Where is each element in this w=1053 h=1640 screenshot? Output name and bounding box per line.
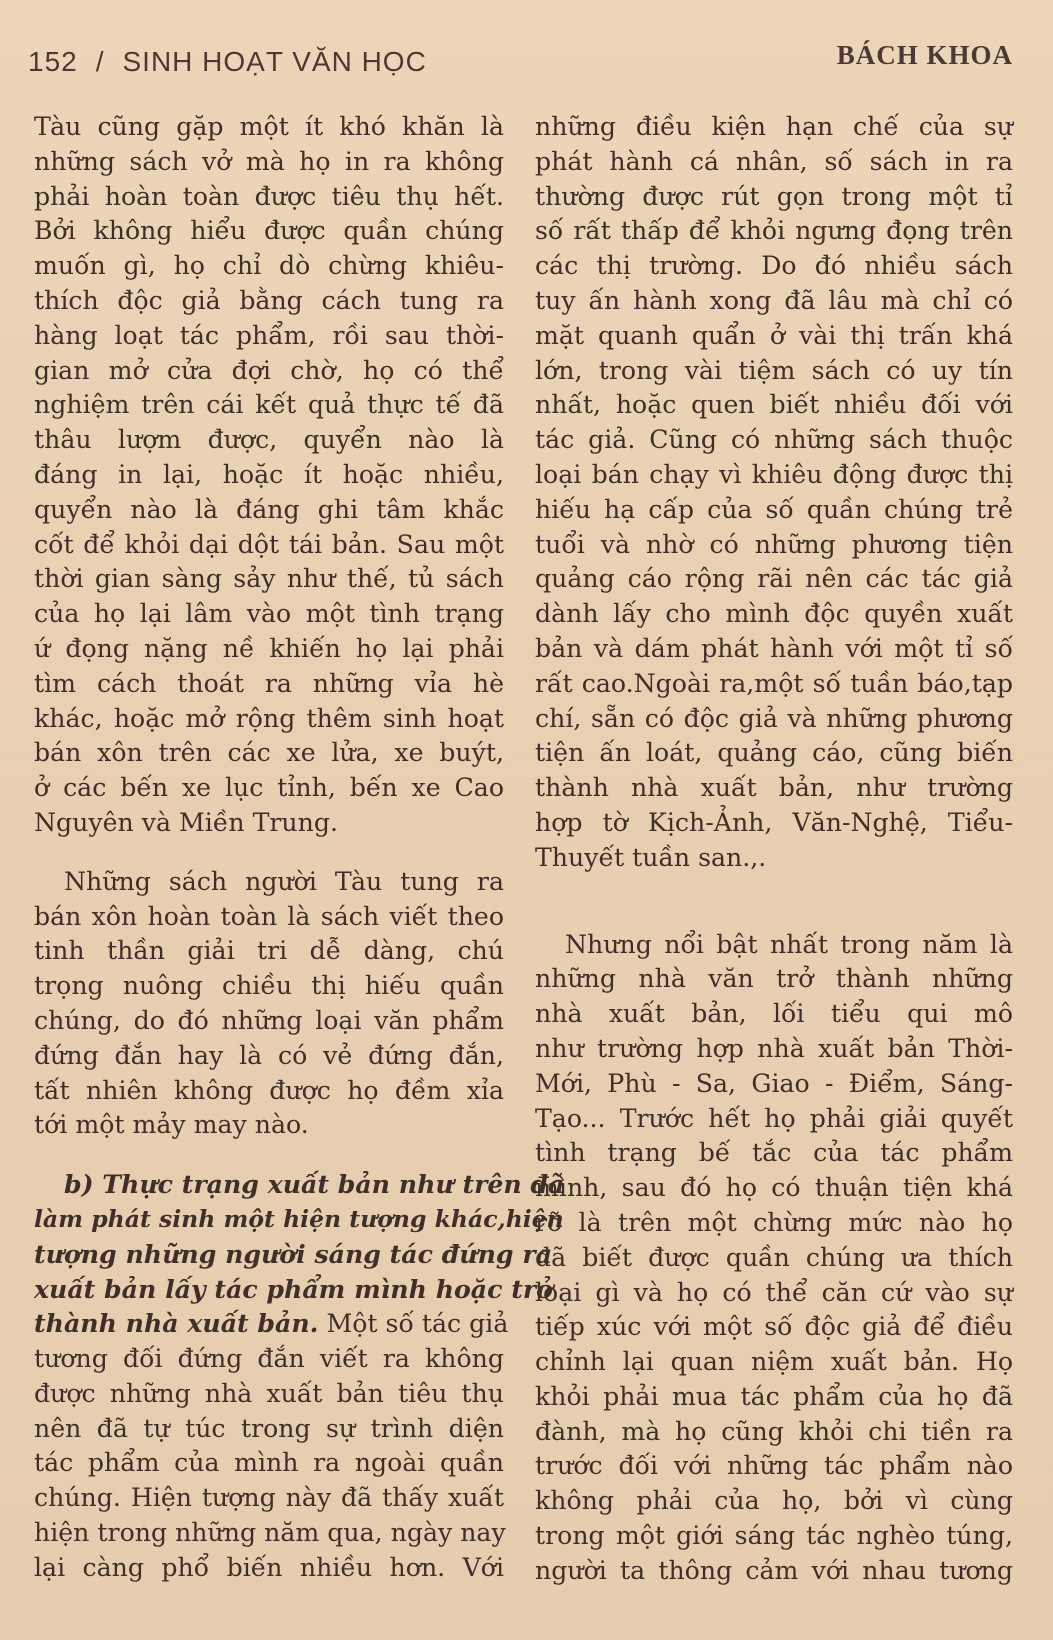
text-line: những nhà văn trở thành những — [535, 964, 1013, 994]
text-line: như trường hợp nhà xuất bản Thời- — [535, 1033, 1013, 1063]
text-line: lớn, trong vài tiệm sách có uy tín — [535, 355, 1013, 385]
text-line: thích độc giả bằng cách tung ra — [34, 285, 504, 315]
text-line: phát hành cá nhân, số sách in ra — [535, 146, 1013, 176]
running-header — [28, 40, 1013, 90]
publication-name: BÁCH KHOA — [836, 40, 1013, 70]
text-line: thâu lượm được, quyển nào là — [34, 425, 504, 455]
text-line: tinh thần giải tri dễ dàng, chú — [34, 936, 504, 966]
text-line: hợp tờ Kịch-Ảnh, Văn-Nghệ, Tiểu- — [535, 807, 1013, 837]
left-para-1 — [34, 110, 504, 841]
text-line: hiếu hạ cấp của số quần chúng trẻ — [535, 494, 1013, 524]
text-line: chí, sẵn có độc giả và những phương — [535, 703, 1013, 733]
text-line: đã biết được quần chúng ưa thích — [535, 1242, 1013, 1272]
text-line: b) Thực trạng xuất bản như trên đã — [64, 1169, 565, 1200]
text-line: bán xôn hoàn toàn là sách viết theo — [34, 901, 504, 931]
text-line: loại gì và họ có thể căn cứ vào sự — [535, 1277, 1013, 1307]
text-line: Nguyên và Miền Trung. — [34, 807, 338, 837]
text-line: Mới, Phù - Sa, Giao - Điểm, Sáng- — [535, 1068, 1013, 1098]
text-line: của họ lại lâm vào một tình trạng — [34, 599, 504, 629]
text-line: khác, hoặc mở rộng thêm sinh hoạt — [34, 703, 504, 733]
text-line: thành nhà xuất bản, như trường — [535, 773, 1013, 803]
text-line: được những nhà xuất bản tiêu thụ — [34, 1378, 504, 1408]
text-line: dành lấy cho mình độc quyền xuất — [535, 599, 1013, 629]
text-line: đành, mà họ cũng khỏi chi tiền ra — [535, 1416, 1013, 1446]
text-line: khỏi phải mua tác phẩm của họ đã — [535, 1381, 1013, 1411]
text-line: trọng nuông chiều thị hiếu quần — [34, 971, 504, 1001]
text-line: đáng in lại, hoặc ít hoặc nhiều, — [34, 459, 504, 489]
text-line: lại càng phổ biến nhiều hơn. Với — [34, 1552, 504, 1582]
text-line: nhất, hoặc quen biết nhiều đối với — [535, 390, 1013, 420]
text-line: muốn gì, họ chỉ dò chừng khiêu- — [34, 251, 504, 281]
text-line: tới một mảy may nào. — [34, 1110, 309, 1140]
text-line: làm phát sinh một hiện tượng khác,hiện — [34, 1204, 564, 1233]
text-line: bản và dám phát hành với một tỉ số — [535, 633, 1013, 663]
text-line: các thị trường. Do đó nhiều sách — [535, 251, 1013, 281]
text-line: loại bán chạy vì khiêu động được thị — [535, 459, 1013, 489]
text-line: tượng những người sáng tác đứng ra — [34, 1238, 552, 1269]
text-line: mình, sau đó họ có thuận tiện khá — [535, 1173, 1013, 1203]
text-line: chỉnh lại quan niệm xuất bản. Họ — [535, 1347, 1013, 1377]
left-para-2 — [34, 865, 504, 1143]
text-line: nên đã tự túc trong sự trình diện — [34, 1413, 504, 1443]
text-line: rất cao.Ngoài ra,một số tuần báo,tạp — [535, 668, 1013, 698]
text-line: người ta thông cảm với nhau tương — [535, 1555, 1013, 1585]
text-line: Bởi không hiểu được quần chúng — [34, 216, 504, 246]
text-line: cốt để khỏi dại dột tái bản. Sau một — [34, 529, 504, 559]
text-line: nghiệm trên cái kết quả thực tế đã — [34, 390, 504, 420]
text-line: những sách vở mà họ in ra không — [34, 146, 504, 176]
text-line: nhà xuất bản, lối tiểu qui mô — [535, 999, 1013, 1029]
page-number: 152 — [28, 46, 78, 77]
text-line: chúng, do đó những loại văn phẩm — [34, 1005, 504, 1035]
text-line: tìm cách thoát ra những vỉa hè — [34, 668, 504, 698]
text-line: tác phẩm của mình ra ngoài quần — [34, 1448, 504, 1478]
text-line: những điều kiện hạn chế của sự — [535, 112, 1013, 141]
text-line: tình trạng bế tắc của tác phẩm — [535, 1138, 1013, 1168]
text-line: số rất thấp để khỏi ngưng đọng trên — [535, 216, 1013, 246]
text-line: tuổi và nhờ có những phương tiện — [535, 529, 1013, 559]
text-line: thường được rút gọn trong một tỉ — [535, 181, 1013, 211]
text-line: trong một giới sáng tác nghèo túng, — [535, 1521, 1013, 1551]
text-line: bán xôn trên các xe lửa, xe buýt, — [34, 738, 504, 768]
text-line: chúng. Hiện tượng này đã thấy xuất — [34, 1483, 504, 1513]
text-line: không phải của họ, bởi vì cùng — [535, 1486, 1013, 1516]
text-line: phải hoàn toàn được tiêu thụ hết. — [34, 181, 504, 211]
text-line: xuất bản lấy tác phẩm mình hoặc trở — [34, 1273, 553, 1304]
right-para-1 — [535, 110, 1013, 876]
left-para-3 — [34, 1167, 565, 1586]
text-line: Tàu cũng gặp một ít khó khăn là — [34, 112, 504, 141]
text-line: ứ đọng nặng nề khiến họ lại phải — [34, 633, 504, 663]
text-line: tác giả. Cũng có những sách thuộc — [535, 425, 1013, 455]
text-line: Tạo... Trước hết họ phải giải quyết — [535, 1103, 1013, 1133]
header-separator: / — [95, 46, 105, 77]
right-para-2 — [535, 928, 1013, 1589]
text-line: đứng đắn hay là có vẻ đứng đắn, — [34, 1040, 504, 1070]
text-line: tiếp xúc với một số độc giả để điều — [535, 1312, 1013, 1342]
text-line: hàng loạt tác phẩm, rồi sau thời- — [34, 320, 504, 350]
text-line: tất nhiên không được họ đềm xỉa — [34, 1075, 504, 1105]
text-line: quảng cáo rộng rãi nên các tác giả — [535, 564, 1013, 594]
text-line: trước đối với những tác phẩm nào — [535, 1451, 1013, 1481]
text-line-mixed — [34, 1306, 509, 1342]
text-line: Nhưng nổi bật nhất trong năm là — [565, 929, 1013, 959]
text-line: Thuyết tuần san.,. — [535, 842, 767, 872]
text-line: mặt quanh quẩn ở vài thị trấn khá — [535, 320, 1013, 350]
text-line: tiện ấn loát, quảng cáo, cũng biến — [535, 738, 1013, 768]
text-line: tương đối đứng đắn viết ra không — [34, 1344, 504, 1374]
right-column — [535, 110, 1013, 1589]
header-left — [28, 46, 427, 78]
text-line: hiện trong những năm qua, ngày nay — [34, 1518, 506, 1548]
text-line: rõ là trên một chừng mức nào họ — [535, 1207, 1013, 1237]
text-line: gian mở cửa đợi chờ, họ có thể — [34, 355, 504, 385]
text-line: tuy ấn hành xong đã lâu mà chỉ có — [535, 285, 1013, 315]
text-fragment: Một số tác giả — [318, 1309, 509, 1339]
text-line: thời gian sàng sảy như thế, tủ sách — [34, 564, 504, 594]
italic-fragment: thành nhà xuất bản. — [34, 1308, 319, 1339]
text-line: quyển nào là đáng ghi tâm khắc — [34, 494, 504, 524]
text-line: ở các bến xe lục tỉnh, bến xe Cao — [34, 773, 504, 803]
left-column — [34, 110, 565, 1586]
section-title: SINH HOẠT VĂN HỌC — [122, 46, 427, 77]
text-line: Những sách người Tàu tung ra — [64, 866, 504, 896]
